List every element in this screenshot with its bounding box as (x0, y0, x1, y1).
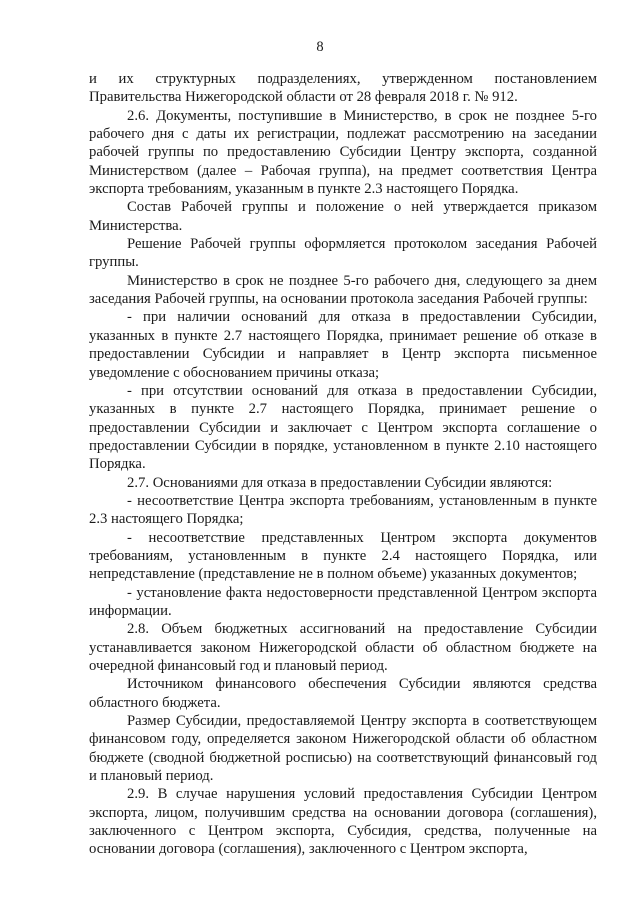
paragraph: Размер Субсидии, предоставляемой Центру экспорта в соответствующем финансовом году, определяется законом Нижегородской области об областном бюджете (сводной бюджетной росписью) на соответствующий финансовый год и плановый период. (89, 713, 597, 785)
paragraph: Источником финансового обеспечения Субсидии являются средства областного бюджета. (89, 676, 597, 711)
list-item: - при отсутствии оснований для отказа в предоставлении Субсидии, указанных в пункте 2.7 настоящего Порядка, принимает решение о предоставлении Субсидии и заключает с Центром экспорта соглашение о предоставлении Субсидии в порядке, установленном в пункте 2.10 настоящего Порядка. (89, 382, 597, 473)
paragraph: 2.8. Объем бюджетных ассигнований на предоставление Субсидии устанавливается законом Нижегородской области об областном бюджете на очередной финансовый год и плановый период. (89, 621, 597, 674)
page-number: 8 (316, 39, 324, 55)
list-item: - несоответствие Центра экспорта требованиям, установленным в пункте 2.3 настоящего Порядка; (89, 492, 597, 528)
document-body (89, 70, 597, 859)
paragraph: 2.9. В случае нарушения условий предоставления Субсидии Центром экспорта, лицом, получившим средства на основании договора (соглашения), заключенного с Центром экспорта, Субсидия, средства, полученные на основании договора (соглашения), заключенного с Центром экспорта, (89, 786, 597, 858)
paragraph: 2.6. Документы, поступившие в Министерство, в срок не позднее 5-го рабочего дня с даты их регистрации, подлежат рассмотрению на заседании рабочей группы по предоставлению Субсидии Центру экспорта, созданной Министерством (далее – Рабочая группа), на предмет соответствия Центра экспорта требованиям, указанным в пункте 2.3 настоящего Порядка. (89, 107, 597, 198)
paragraph: Решение Рабочей группы оформляется протоколом заседания Рабочей группы. (89, 236, 597, 271)
paragraph: 2.7. Основаниями для отказа в предоставлении Субсидии являются: (127, 474, 553, 491)
list-item: - установление факта недостоверности представленной Центром экспорта информации. (89, 584, 597, 619)
paragraph: Министерство в срок не позднее 5-го рабочего дня, следующего за днем заседания Рабочей группы, на основании протокола заседания Рабочей группы: (89, 272, 597, 308)
list-item: - несоответствие представленных Центром экспорта документов требованиям, установленным в пункте 2.4 настоящего Порядка, или непредставление (представление не в полном объеме) указанных документов; (89, 529, 597, 583)
paragraph: и их структурных подразделениях, утвержденном постановлением Правительства Нижегородской области от 28 февраля 2018 г. № 912. (89, 71, 597, 106)
list-item: - при наличии оснований для отказа в предоставлении Субсидии, указанных в пункте 2.7 настоящего Порядка, принимает решение об отказе в предоставлении Субсидии и направляет в Центр экспорта письменное уведомление с обоснованием причины отказа; (89, 309, 597, 381)
paragraph: Состав Рабочей группы и положение о ней утверждается приказом Министерства. (89, 199, 597, 234)
